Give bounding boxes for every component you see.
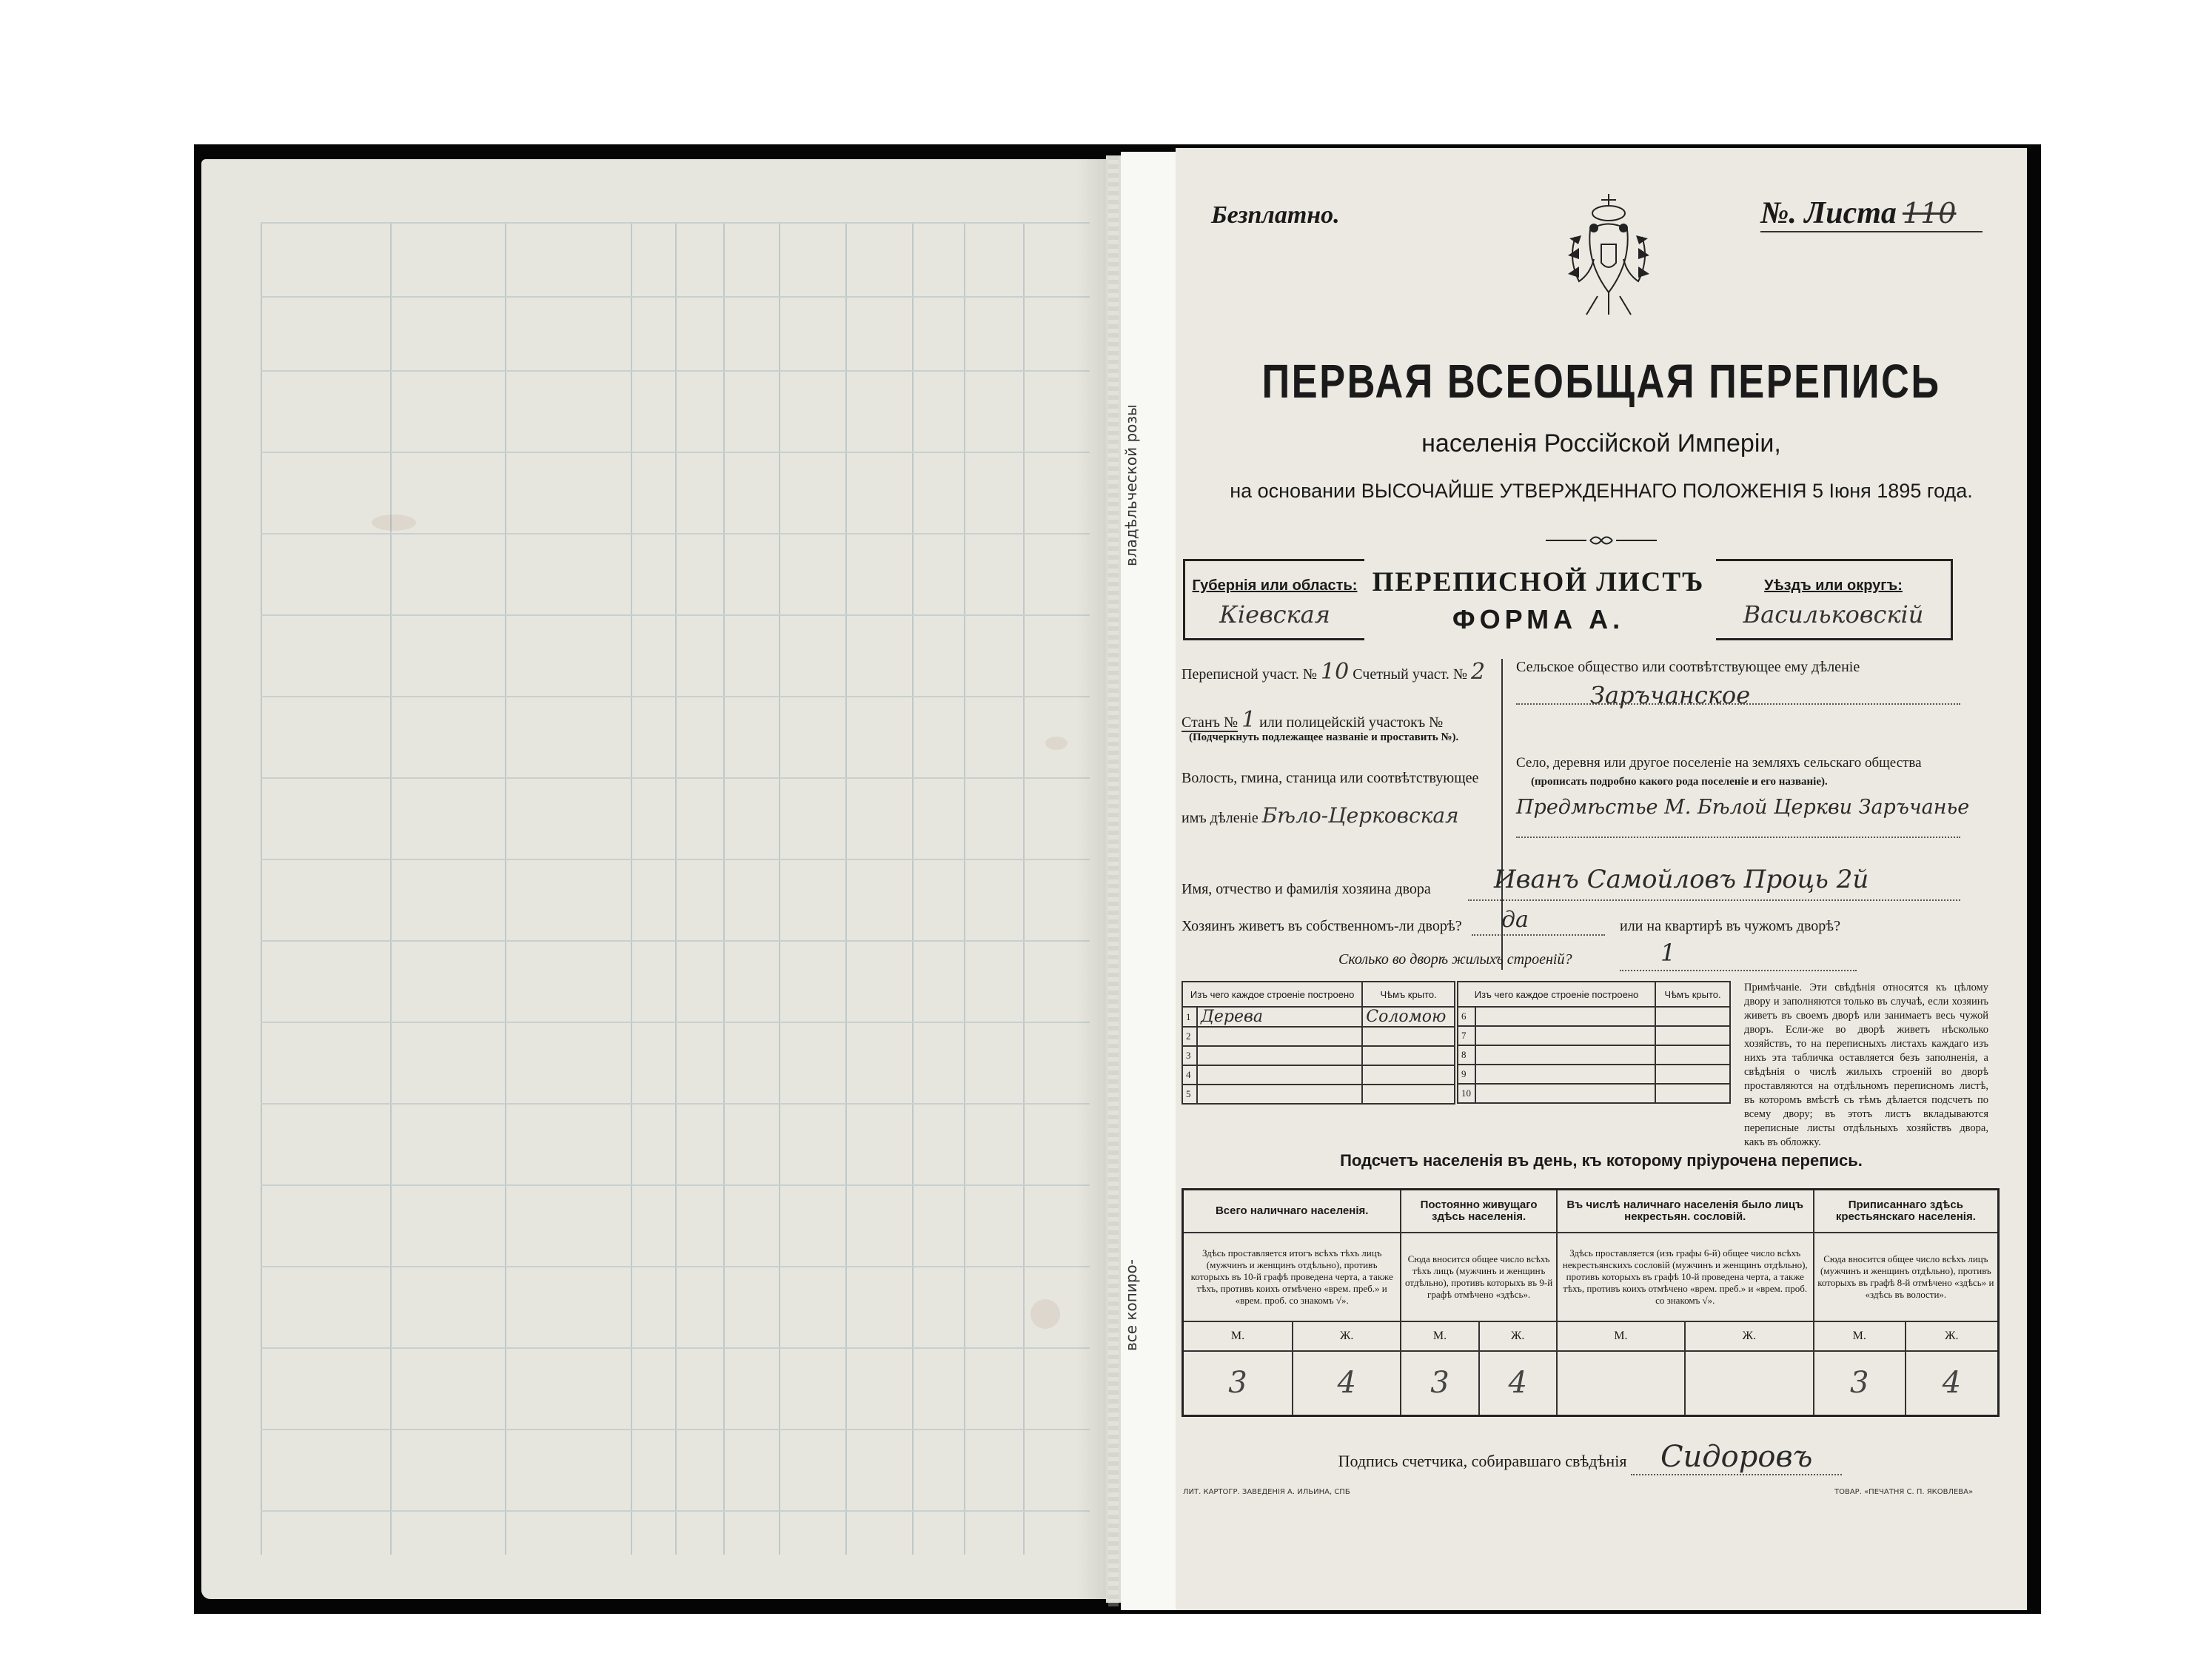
table-row: 3 (1182, 1046, 1455, 1065)
ornament-divider (1546, 533, 1657, 548)
pop-description: Сюда вносится общее число всѣхъ лицъ (мужчинъ и женщинъ отдѣльно), противъ которыхъ въ графѣ 8-й отмѣчено «здѣсь» и «здѣсь въ волости». (1814, 1233, 1999, 1321)
district-line (1182, 659, 1485, 685)
census-district-value: 10 (1321, 659, 1350, 685)
pop-value: 4 (1906, 1351, 1999, 1416)
volost-label-1: Волость, гмина, станица или соотвѣтствующее (1182, 770, 1479, 786)
village-note: (прописать подробно какого рода поселеніе и его названіе). (1531, 776, 1828, 788)
pop-value: 3 (1814, 1351, 1906, 1416)
population-heading: Подсчетъ населенія въ день, къ которому пріурочена перепись. (1340, 1151, 1863, 1170)
stan-line (1182, 707, 1443, 733)
table-row: 9 (1458, 1065, 1730, 1084)
form-subtitle: населенія Россійской Имперіи, (1421, 429, 1781, 458)
owner-value: Иванъ Самойловъ Проць 2й (1494, 865, 1869, 894)
uyezd-box (1716, 559, 1953, 640)
free-label: Безплатно. (1211, 201, 1340, 229)
table-row: 8 (1458, 1045, 1730, 1065)
female-label: Ж. (1906, 1321, 1999, 1351)
male-label: М. (1814, 1321, 1906, 1351)
rent-label: или на квартирѣ въ чужомъ дворѣ? (1620, 918, 1841, 934)
female-label: Ж. (1685, 1321, 1814, 1351)
male-label: М. (1401, 1321, 1478, 1351)
underline-note: (Подчеркнуть подлежащее названіе и проставить №). (1189, 731, 1459, 743)
population-table (1182, 1188, 2000, 1417)
paper-stain (1045, 737, 1068, 750)
sheet-number-label: №. Листа (1760, 196, 1897, 230)
pop-header: Въ числѣ наличнаго населенія было лицъ некрестьян. сословій. (1557, 1190, 1814, 1233)
buildings-label: Сколько во дворѣ жилыхъ строеній? (1338, 951, 1572, 968)
census-form-page (1176, 148, 2027, 1610)
own-yard-label: Хозяинъ живетъ въ собственномъ-ли дворѣ? (1182, 918, 1462, 934)
gubernia-label: Губернія или область: (1192, 577, 1358, 594)
pop-value: 3 (1183, 1351, 1293, 1416)
pop-value: 4 (1293, 1351, 1401, 1416)
buildings-table-left (1182, 981, 1455, 1105)
gubernia-value: Кіевская (1219, 600, 1330, 629)
signature-line (1176, 1440, 2005, 1474)
table-row: 1 Дерева Соломою (1182, 1007, 1455, 1027)
counting-district-label: Счетный участ. № (1353, 666, 1467, 683)
buildings-note: Примѣчаніе. Эти свѣдѣнія относятся къ цѣлому двору и заполняются только въ случаѣ, если хозяинъ живетъ въ своемъ дворѣ или занимаетъ весь чужой дворъ. Если-же во дворѣ живетъ нѣсколько хозяйствъ, то на переписныхъ листахъ каждаго изъ нихъ эта табличка оставляется безъ заполненія, а свѣдѣнія о числѣ жилыхъ строеній во дворѣ проставляются на отдѣльномъ переписномъ листѣ, въ которомъ вмѣстѣ съ тѣмъ дѣлается подсчетъ по всему двору; въ этотъ листъ вкладываются переписные листы отдѣльныхъ хозяйствъ двора, какъ въ обложку. (1744, 982, 1988, 1148)
table-row: 6 (1458, 1007, 1730, 1026)
table-row: 2 (1182, 1027, 1455, 1046)
pop-description: Здѣсь проставляется (изъ графы 6-й) общее число всѣхъ некрестьянскихъ сословій (мужчинъ и женщинъ отдѣльно), противъ которыхъ въ графѣ 10-й проведена черта, а также тѣхъ, противъ коихъ отмѣчено «врем. преб.» и «врем. проб. со знакомъ √». (1557, 1233, 1814, 1321)
col-roof: Чѣмъ крыто. (1655, 982, 1730, 1007)
col-roof: Чѣмъ крыто. (1362, 982, 1455, 1007)
rural-society-label: Сельское общество или соотвѣтствующее ему дѣленіе (1516, 659, 1860, 675)
police-label: или полицейскій участокъ № (1259, 714, 1444, 731)
pop-description: Сюда вносится общее число всѣхъ тѣхъ лицъ (мужчинъ и женщинъ отдѣльно), противъ которыхъ въ 9-й графѣ отмѣчено «здѣсь». (1401, 1233, 1556, 1321)
volost-line (1182, 803, 1459, 828)
village-line (1516, 837, 1960, 838)
stan-label: Станъ № (1182, 714, 1239, 731)
table-row: 7 (1458, 1026, 1730, 1045)
printer-right: ТОВАР. «ПЕЧАТНЯ С. П. ЯКОВЛЕВА» (1834, 1488, 1974, 1496)
volost-value: Бѣло-Церковская (1261, 803, 1459, 828)
table-row: 4 (1182, 1065, 1455, 1085)
pop-value (1557, 1351, 1685, 1416)
left-page-faded-grid (261, 222, 1090, 1555)
pop-description: Здѣсь проставляется итогъ всѣхъ тѣхъ лицъ (мужчинъ и женщинъ отдѣльно), противъ которыхъ въ 10-й графѣ проведена черта, а также тѣхъ, противъ коихъ отмѣчено «врем. преб.» и «врем. проб. со знакомъ √». (1183, 1233, 1401, 1321)
pop-value: 4 (1479, 1351, 1557, 1416)
census-district-label: Переписной участ. № (1182, 666, 1318, 683)
pop-header: Постоянно живущаго здѣсь населенія. (1401, 1190, 1556, 1233)
buildings-table-right (1457, 981, 1731, 1104)
archival-strip (1121, 152, 1176, 1610)
male-label: М. (1557, 1321, 1685, 1351)
sheet-title (1361, 566, 1716, 635)
paper-stain (372, 515, 416, 531)
female-label: Ж. (1479, 1321, 1557, 1351)
form-basis: на основании ВЫСОЧАЙШЕ УТВЕРЖДЕННАГО ПОЛОЖЕНІЯ 5 Іюня 1895 года. (1230, 480, 1973, 502)
sheet-number (1760, 195, 1983, 232)
uyezd-value: Васильковскій (1743, 600, 1924, 629)
buildings-line (1620, 970, 1857, 971)
owner-label: Имя, отчество и фамилія хозяина двора (1182, 881, 1431, 897)
buildings-value: 1 (1660, 939, 1676, 967)
paper-stain (1030, 1299, 1060, 1329)
village-value: Предмѣстье М. Бѣлой Церкви Заръчанье (1516, 796, 1970, 819)
left-page (201, 159, 1106, 1599)
strip-label-top: владѣльческой розы (1122, 404, 1140, 566)
strip-label-bottom: все копиро- (1122, 1259, 1140, 1351)
col-material: Изъ чего каждое строеніе построено (1182, 982, 1362, 1007)
coat-of-arms-icon (1561, 192, 1657, 326)
own-yard-line (1472, 934, 1605, 936)
pop-value (1685, 1351, 1814, 1416)
form-title: ПЕРВАЯ ВСЕОБЩАЯ ПЕРЕПИСЬ (1261, 355, 1941, 408)
male-label: М. (1183, 1321, 1293, 1351)
pop-header: Всего наличнаго населенія. (1183, 1190, 1401, 1233)
table-row: 5 (1182, 1085, 1455, 1104)
own-yard-value: да (1501, 907, 1529, 933)
signature-label: Подпись счетчика, собиравшаго свѣдѣнія (1338, 1452, 1627, 1470)
gubernia-box (1183, 559, 1364, 640)
pop-header: Приписаннаго здѣсь крестьянскаго населенія. (1814, 1190, 1999, 1233)
volost-label-2: имъ дѣленіе (1182, 810, 1259, 826)
printer-left: ЛИТ. КАРТОГР. ЗАВЕДЕНІЯ А. ИЛЬИНА, СПБ (1183, 1488, 1350, 1496)
uyezd-label: Уѣздъ или округъ: (1764, 577, 1903, 594)
owner-line (1468, 899, 1960, 901)
signature-value: Сидоровъ (1631, 1440, 1842, 1475)
female-label: Ж. (1293, 1321, 1401, 1351)
page-fold-shadow (1076, 159, 1106, 1599)
spine-edge (1108, 155, 1119, 1606)
sheet-title-line1: ПЕРЕПИСНОЙ ЛИСТЪ (1372, 567, 1705, 597)
stan-value: 1 (1241, 707, 1256, 733)
village-label: Село, деревня или другое поселеніе на земляхъ сельскаго общества (1516, 755, 1922, 771)
rural-society-value: Заръчанское (1590, 681, 1751, 709)
counting-district-value: 2 (1470, 659, 1486, 685)
sheet-title-line2: ФОРМА А. (1452, 604, 1625, 634)
col-material: Изъ чего каждое строеніе построено (1458, 982, 1655, 1007)
sheet-number-value: 110 (1902, 197, 1957, 229)
pop-value: 3 (1401, 1351, 1478, 1416)
table-row: 10 (1458, 1084, 1730, 1103)
